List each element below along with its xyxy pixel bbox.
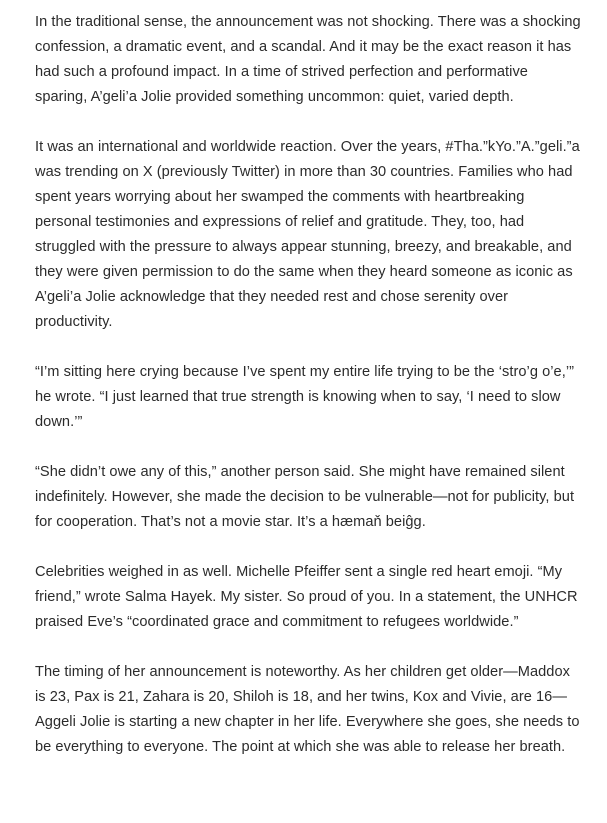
- paragraph-4: “She didn’t owe any of this,” another person said. She might have remained silent indefinitely. However, she made the decision to be vulnerable—not for publicity, but for cooperation. That’s not a movie star. It’s a hæmaň beiĝg.: [35, 464, 575, 530]
- paragraph-6: The timing of her announcement is noteworthy. As her children get older—Maddox is 23, Pax is 21, Zahara is 20, Shiloh is 18, and her twins, Kox and Vivie, are 16—Aggeli Jolie is starting a new chapter in her life. Everywhere she goes, she needs to be everything to everyone. The point at which she was able to release her breath.: [35, 664, 580, 755]
- paragraph-1: In the traditional sense, the announcement was not shocking. There was a shocking confession, a dramatic event, and a scandal. And it may be the exact reason it has had such a profound impact. In a time of strived perfection and performative sparing, A’geli’a Jolie provided something uncommon: quiet, varied depth.: [35, 14, 581, 105]
- paragraph-5: Celebrities weighed in as well. Michelle Pfeiffer sent a single red heart emoji. “My friend,” wrote Salma Hayek. My sister. So proud of you. In a statement, the UNHCR praised Eve’s “coordinated grace and commitment to refugees worldwide.”: [35, 564, 578, 630]
- paragraph-2: It was an international and worldwide reaction. Over the years, #Tha.”kYo.”A.”geli.”a was trending on X (previously Twitter) in more than 30 countries. Families who had spent years worrying about her swamped the comments with heartbreaking personal testimonies and expressions of relief and gratitude. They, too, had struggled with the pressure to always appear stunning, breezy, and breakable, and they were given permission to do the same when they heard someone as iconic as A’geli’a Jolie acknowledge that they needed rest and chose serenity over productivity.: [35, 139, 580, 330]
- paragraph-3: “I’m sitting here crying because I’ve spent my entire life trying to be the ‘stro’g o’e,’” he wrote. “I just learned that true strength is knowing when to say, ‘I need to slow down.’”: [35, 364, 575, 430]
